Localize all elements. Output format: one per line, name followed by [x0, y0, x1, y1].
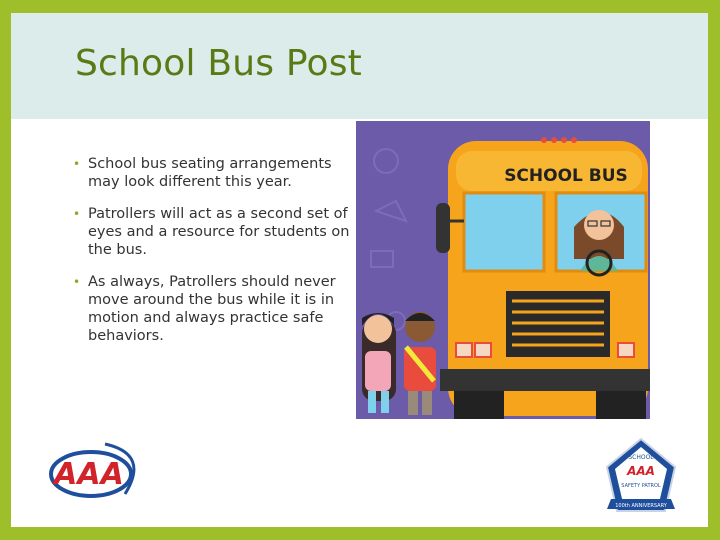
- slide: [11, 13, 708, 527]
- title-band: [11, 13, 708, 119]
- bullet-text: As always, Patrollers should never move around the bus while it is in motion and always practice safe behaviors.: [88, 274, 336, 344]
- svg-text:SCHOOL: SCHOOL: [628, 454, 654, 461]
- bullet-item: [68, 155, 360, 191]
- bullet-icon: •: [73, 157, 81, 171]
- aaa-logo-text: AAA: [54, 457, 124, 492]
- aaa-logo: [45, 440, 155, 502]
- bullet-text: School bus seating arrangements may look different this year.: [88, 156, 332, 190]
- bullet-list: [68, 155, 360, 359]
- bullet-icon: •: [73, 207, 81, 221]
- safety-patrol-badge-icon: [603, 437, 679, 517]
- bullet-icon: •: [73, 275, 81, 289]
- bus-sign-text: SCHOOL BUS: [504, 166, 628, 186]
- bullet-text: Patrollers will act as a second set of eyes and a resource for students on the bus.: [88, 206, 350, 258]
- school-bus-illustration-icon: [356, 121, 650, 419]
- svg-text:100th ANNIVERSARY: 100th ANNIVERSARY: [615, 503, 667, 509]
- bullet-item: [68, 273, 360, 345]
- bullet-item: [68, 205, 360, 259]
- svg-text:SAFETY PATROL: SAFETY PATROL: [621, 483, 661, 489]
- svg-text:AAA: AAA: [627, 464, 655, 478]
- slide-title: School Bus Post: [75, 43, 362, 84]
- student-girl-icon: [362, 313, 396, 413]
